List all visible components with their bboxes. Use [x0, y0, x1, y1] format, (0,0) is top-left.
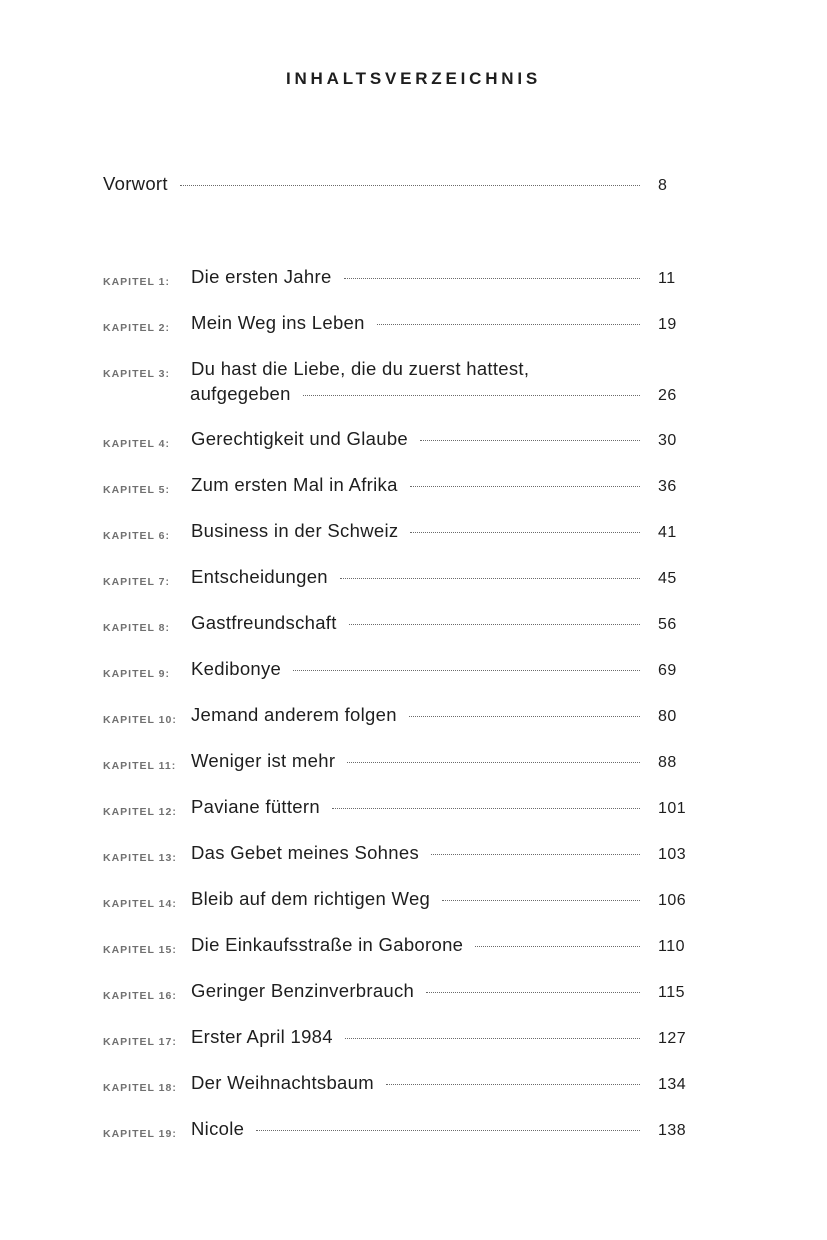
toc-entry-chapter[interactable] — [103, 311, 713, 363]
toc-entry-chapter[interactable] — [103, 979, 713, 1031]
entry-title: Jemand anderem folgen — [191, 704, 397, 725]
entry-title: Zum ersten Mal in Afrika — [191, 474, 398, 495]
page-number: 30 — [658, 432, 677, 449]
toc-entry-chapter[interactable] — [103, 933, 713, 985]
page-number: 127 — [658, 1030, 687, 1047]
toc-entry-chapter[interactable] — [103, 749, 713, 801]
chapter-label: KAPITEL 17: — [103, 1036, 177, 1048]
entry-title-line1: Du hast die Liebe, die du zuerst hattest, — [191, 358, 530, 379]
entry-title: Erster April 1984 — [191, 1026, 333, 1047]
page-number: 103 — [658, 846, 687, 863]
chapter-label: KAPITEL 3: — [103, 368, 170, 380]
chapter-label: KAPITEL 7: — [103, 576, 170, 588]
page-number: 41 — [658, 524, 677, 541]
page-number: 69 — [658, 662, 677, 679]
dot-leader — [303, 395, 640, 396]
page-number: 138 — [658, 1122, 687, 1139]
dot-leader — [180, 185, 640, 186]
dot-leader — [386, 1084, 640, 1085]
toc-entry-chapter[interactable] — [103, 611, 713, 663]
entry-title: Das Gebet meines Sohnes — [191, 842, 419, 863]
entry-title: Nicole — [191, 1118, 245, 1139]
entry-title: Kedibonye — [191, 658, 282, 679]
chapter-label: KAPITEL 8: — [103, 622, 170, 634]
page-number: 101 — [658, 800, 687, 817]
chapter-label: KAPITEL 5: — [103, 484, 170, 496]
dot-leader — [420, 440, 640, 441]
chapter-label: KAPITEL 4: — [103, 438, 170, 450]
page-number: 80 — [658, 708, 677, 725]
toc-entry-chapter[interactable] — [103, 519, 713, 571]
entry-title: Die ersten Jahre — [191, 266, 332, 287]
page-number: 11 — [658, 270, 676, 287]
toc-entry-chapter[interactable] — [103, 357, 713, 417]
dot-leader — [256, 1130, 640, 1131]
dot-leader — [409, 716, 640, 717]
entry-title: Bleib auf dem richtigen Weg — [191, 888, 431, 909]
dot-leader — [293, 670, 640, 671]
toc-entry-chapter[interactable] — [103, 565, 713, 617]
toc-entry-chapter[interactable] — [103, 1071, 713, 1123]
dot-leader — [332, 808, 640, 809]
chapter-label: KAPITEL 19: — [103, 1128, 177, 1140]
dot-leader — [475, 946, 640, 947]
chapter-label: KAPITEL 10: — [103, 714, 177, 726]
entry-title: Mein Weg ins Leben — [191, 312, 365, 333]
chapter-label: KAPITEL 18: — [103, 1082, 177, 1094]
entry-title: Die Einkaufsstraße in Gaborone — [191, 934, 464, 955]
toc-entry-chapter[interactable] — [103, 795, 713, 847]
entry-title: Geringer Benzinverbrauch — [191, 980, 415, 1001]
entry-title: Business in der Schweiz — [191, 520, 399, 541]
entry-title: Weniger ist mehr — [191, 750, 336, 771]
page-number: 36 — [658, 478, 677, 495]
chapter-label: KAPITEL 13: — [103, 852, 177, 864]
chapter-label: KAPITEL 11: — [103, 760, 177, 772]
dot-leader — [349, 624, 640, 625]
dot-leader — [345, 1038, 640, 1039]
page-number: 134 — [658, 1076, 687, 1093]
chapter-label: KAPITEL 16: — [103, 990, 177, 1002]
toc-entry-chapter[interactable] — [103, 473, 713, 525]
chapter-label: KAPITEL 2: — [103, 322, 170, 334]
page-number: 26 — [658, 387, 677, 404]
chapter-label: KAPITEL 1: — [103, 276, 170, 288]
dot-leader — [431, 854, 640, 855]
toc-entry-chapter[interactable] — [103, 265, 713, 317]
toc-entry-foreword[interactable] — [103, 172, 713, 202]
dot-leader — [410, 532, 640, 533]
page-number: 8 — [658, 177, 668, 194]
page-number: 45 — [658, 570, 677, 587]
page-number: 19 — [658, 316, 677, 333]
chapter-label: KAPITEL 6: — [103, 530, 170, 542]
page-title: INHALTSVERZEICHNIS — [285, 69, 542, 88]
entry-title: Der Weihnachtsbaum — [191, 1072, 374, 1093]
toc-entry-chapter[interactable] — [103, 1025, 713, 1077]
dot-leader — [347, 762, 640, 763]
toc-entry-chapter[interactable] — [103, 887, 713, 939]
entry-title: Vorwort — [103, 173, 168, 194]
page-number: 110 — [658, 938, 686, 955]
dot-leader — [340, 578, 640, 579]
chapter-label: KAPITEL 14: — [103, 898, 177, 910]
chapter-label: KAPITEL 15: — [103, 944, 177, 956]
entry-title: Paviane füttern — [191, 796, 320, 817]
chapter-label: KAPITEL 12: — [103, 806, 177, 818]
toc-entry-chapter[interactable] — [103, 657, 713, 709]
toc-entry-chapter[interactable] — [103, 1117, 713, 1169]
dot-leader — [344, 278, 640, 279]
page-number: 115 — [658, 984, 686, 1001]
dot-leader — [426, 992, 640, 993]
entry-title: Gerechtigkeit und Glaube — [191, 428, 408, 449]
dot-leader — [442, 900, 640, 901]
toc-entry-chapter[interactable] — [103, 703, 713, 755]
page-number: 88 — [658, 754, 677, 771]
page-number: 56 — [658, 616, 677, 633]
dot-leader — [377, 324, 640, 325]
toc-entry-chapter[interactable] — [103, 427, 713, 479]
entry-title: Entscheidungen — [191, 566, 328, 587]
entry-title-line2: aufgegeben — [190, 383, 291, 404]
entry-title: Gastfreundschaft — [191, 612, 337, 633]
chapter-label: KAPITEL 9: — [103, 668, 170, 680]
page-number: 106 — [658, 892, 687, 909]
toc-entry-chapter[interactable] — [103, 841, 713, 893]
dot-leader — [410, 486, 640, 487]
